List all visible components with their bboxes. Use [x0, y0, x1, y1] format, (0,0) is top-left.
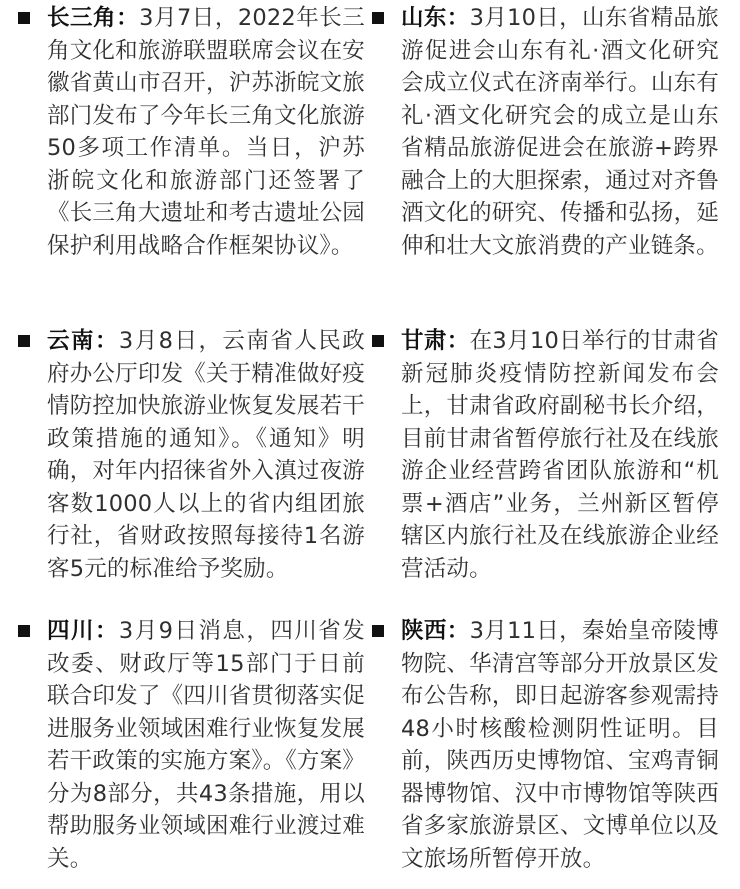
region-label: 甘肃：: [401, 328, 470, 354]
news-item-yangtze-delta: [47, 2, 365, 262]
news-item-shaanxi: [401, 615, 719, 875]
region-label: 四川：: [47, 618, 119, 644]
news-text: 3月11日，秦始皇帝陵博物院、华清宫等部分开放景区发布公告称，即日起游客参观需持48小时核酸检测阴性证明。目前，陕西历史博物馆、宝鸡青铜器博物馆、汉中市博物馆等陕西省多家旅游景区、文博单位以及文旅场所暂停开放。: [401, 618, 719, 872]
news-text: 在3月10日举行的甘肃省新冠肺炎疫情防控新闻发布会上，甘肃省政府副秘书长介绍，目前甘肃省暂停旅行社及在线旅游企业经营跨省团队旅游和“机票+酒店”业务，兰州新区暂停辖区内旅行社及在线旅游企业经营活动。: [401, 328, 719, 582]
region-label: 云南：: [47, 328, 119, 354]
region-label: 长三角：: [47, 5, 140, 31]
news-text: 3月10日，山东省精品旅游促进会山东有礼·酒文化研究会成立仪式在济南举行。山东有礼·酒文化研究会的成立是山东省精品旅游促进会在旅游+跨界融合上的大胆探索，通过对齐鲁酒文化的研究、传播和弘扬，延伸和壮大文旅消费的产业链条。: [401, 5, 719, 259]
square-bullet-icon: [372, 12, 384, 24]
news-text: 3月9日消息，四川省发改委、财政厅等15部门于日前联合印发了《四川省贯彻落实促进服务业领域困难行业恢复发展若干政策的实施方案》。《方案》分为8部分，共43条措施，用以帮助服务业领域困难行业渡过难关。: [47, 618, 366, 872]
news-text: 3月8日，云南省人民政府办公厅印发《关于精准做好疫情防控加快旅游业恢复发展若干政策措施的通知》。《通知》明确，对年内招徕省外入滇过夜游客数1000人以上的省内组团旅行社，省财政按照每接待1名游客5元的标准给予奖励。: [47, 328, 365, 582]
square-bullet-icon: [18, 625, 30, 637]
square-bullet-icon: [18, 335, 30, 347]
news-item-sichuan: [47, 615, 365, 875]
news-text: 3月7日，2022年长三角文化和旅游联盟联席会议在安徽省黄山市召开，沪苏浙皖文旅部门发布了今年长三角文化旅游50多项工作清单。当日，沪苏浙皖文化和旅游部门还签署了《长三角大遗址和考古遗址公园保护利用战略合作框架协议》。: [47, 5, 365, 259]
news-item-shandong: [401, 2, 719, 262]
region-label: 山东：: [401, 5, 470, 31]
news-item-gansu: [401, 325, 719, 585]
square-bullet-icon: [18, 12, 30, 24]
square-bullet-icon: [372, 625, 384, 637]
news-item-yunnan: [47, 325, 365, 585]
square-bullet-icon: [372, 335, 384, 347]
region-label: 陕西：: [401, 618, 470, 644]
